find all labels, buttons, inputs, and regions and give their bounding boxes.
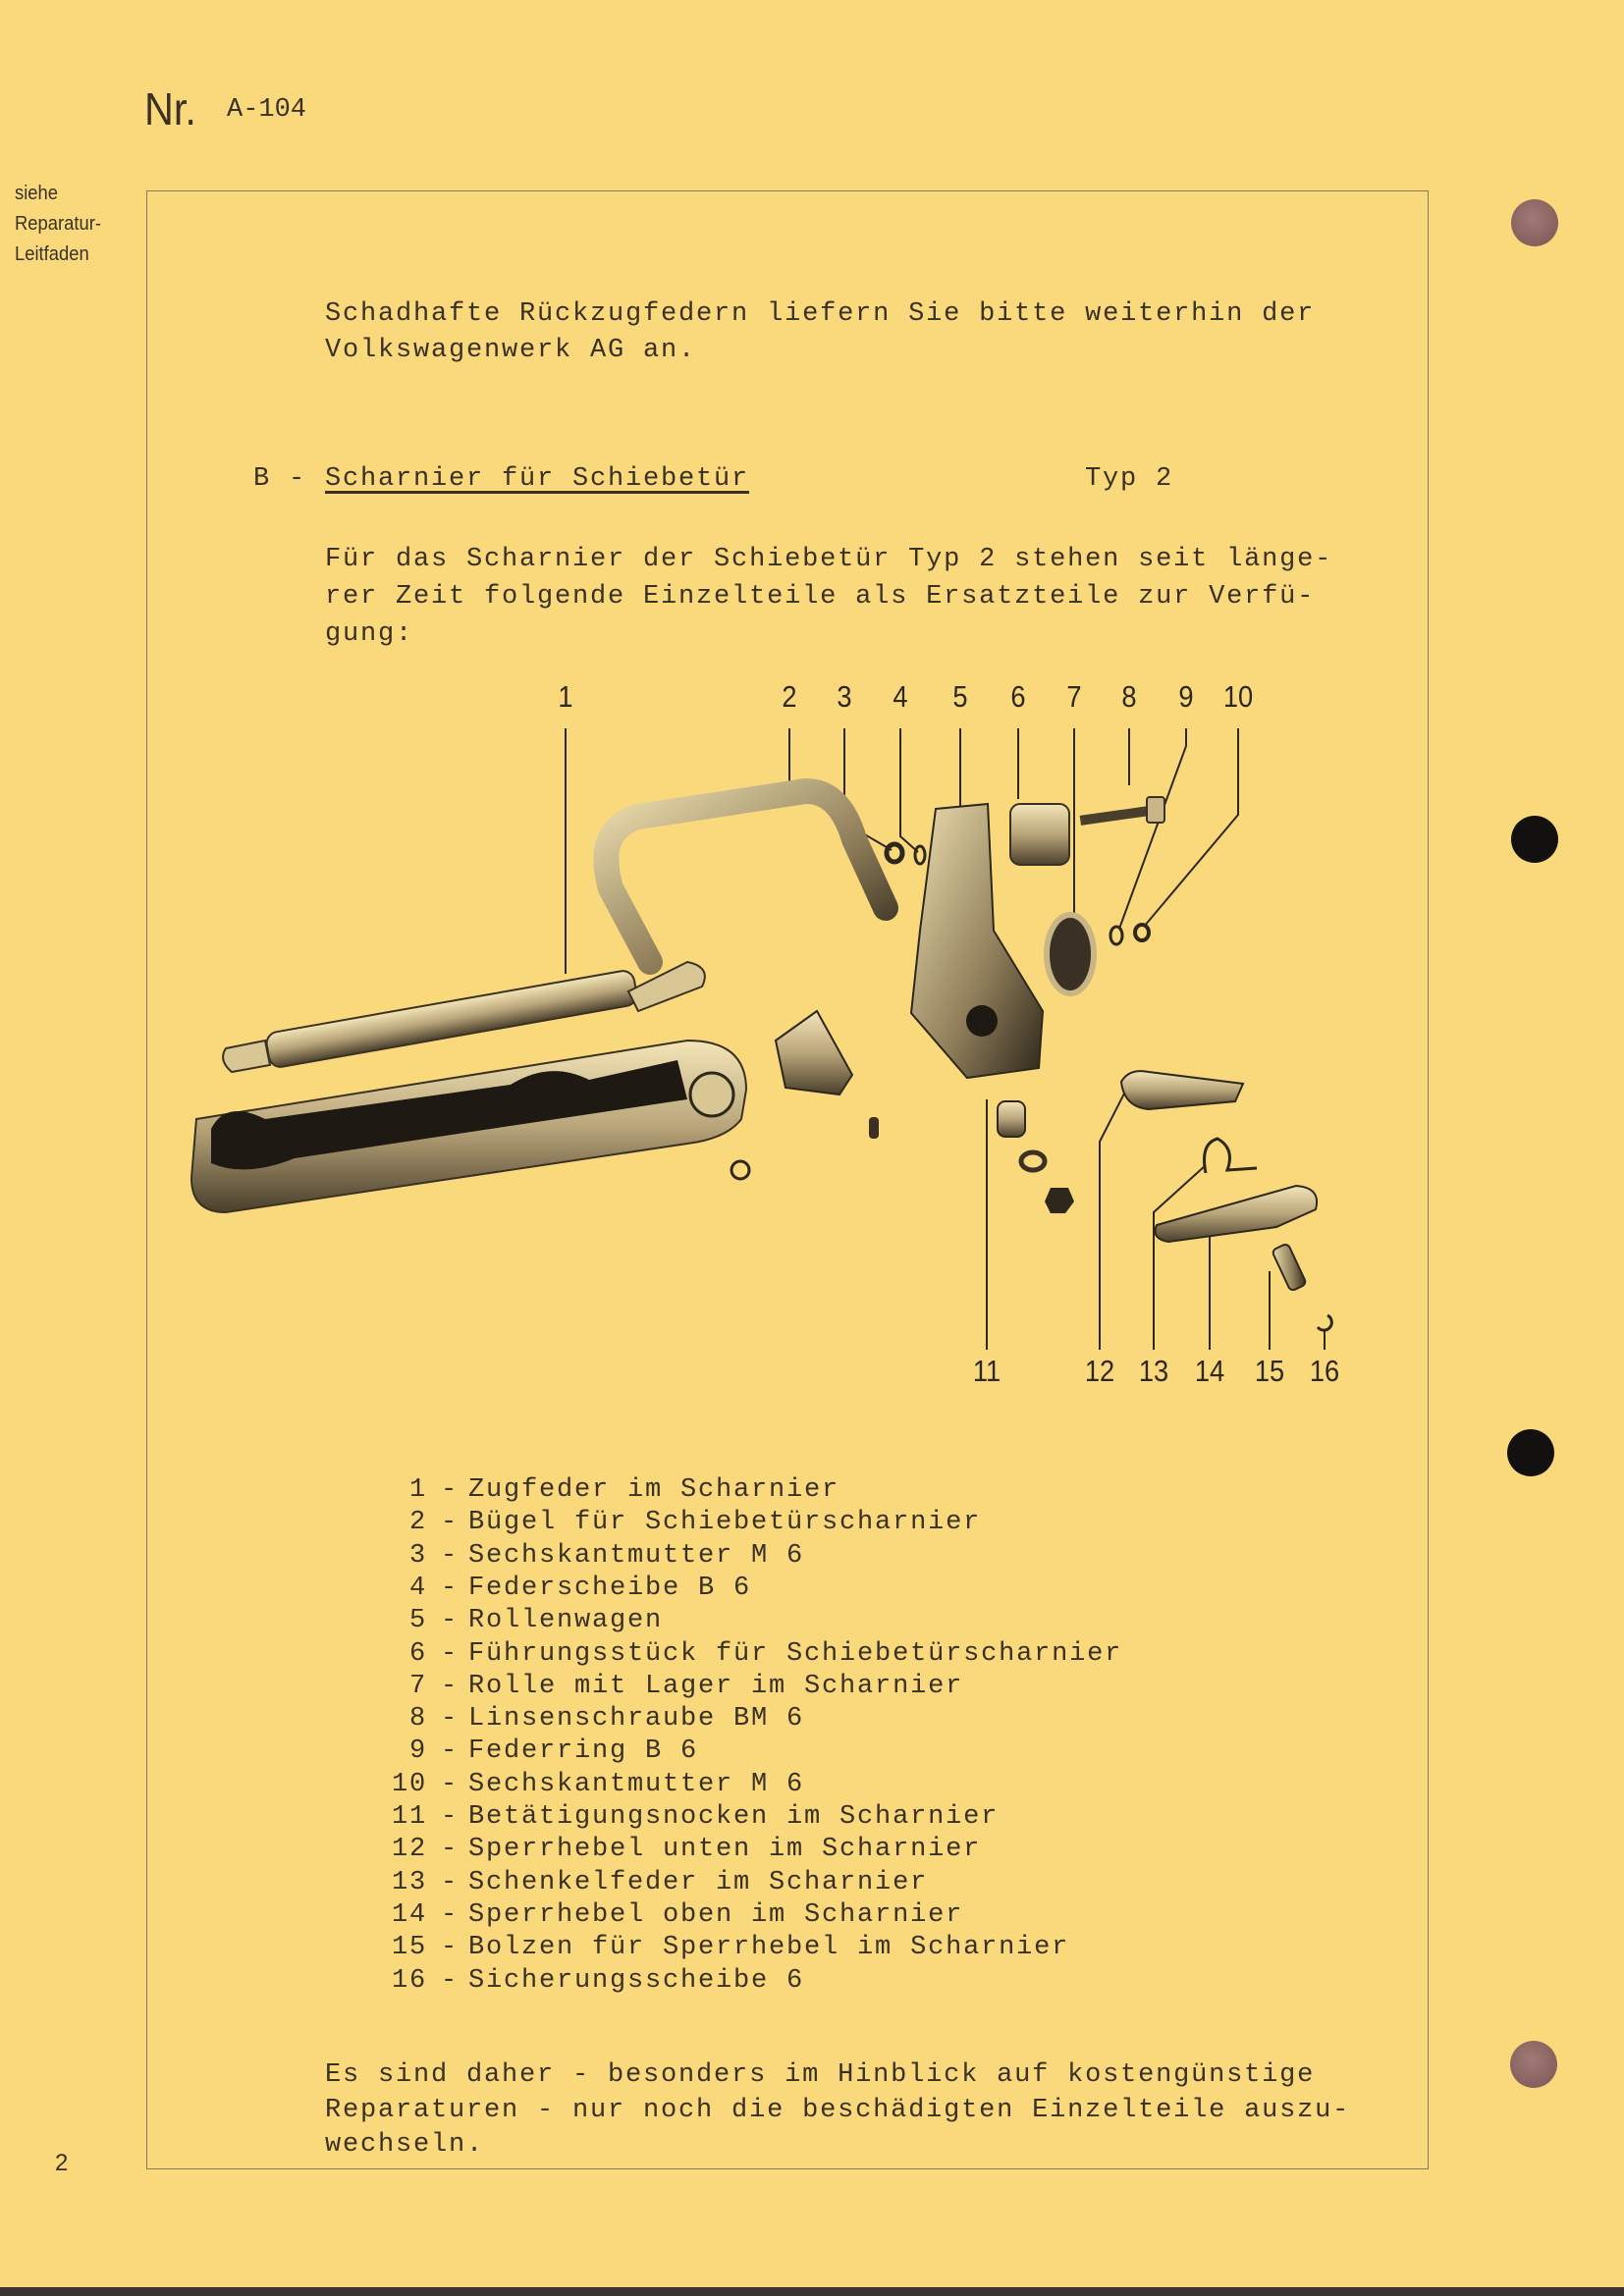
parts-list-item	[0, 1507, 1178, 1539]
callout-label: 14	[1194, 1355, 1225, 1389]
parts-list-item	[0, 1834, 1178, 1866]
margin-note-line: siehe	[15, 183, 58, 204]
upper-lock-lever-part	[1156, 1186, 1318, 1242]
part-name: Sechskantmutter M 6	[468, 1769, 805, 1799]
callout-label: 15	[1254, 1355, 1285, 1389]
part-name: Führungsstück für Schiebetürscharnier	[468, 1638, 1123, 1669]
parts-list-item	[0, 1801, 1178, 1834]
nut-part	[887, 844, 902, 862]
callout-label: 4	[893, 680, 908, 715]
part-separator: -	[441, 1475, 460, 1505]
part-name: Rolle mit Lager im Scharnier	[468, 1671, 964, 1701]
text-line: wechseln.	[325, 2130, 485, 2160]
parts-list-item	[0, 1899, 1178, 1932]
callout-label: 7	[1066, 680, 1082, 715]
parts-list-item	[0, 1605, 1178, 1637]
part-number: 15	[391, 1933, 427, 1963]
part-number: 11	[391, 1802, 427, 1832]
parts-list-item	[0, 1867, 1178, 1899]
text-line: Reparaturen - nur noch die beschädigten Einzelteile auszu-	[325, 2095, 1351, 2125]
part-separator: -	[441, 1835, 460, 1865]
callout-label: 16	[1309, 1355, 1340, 1389]
text-line: rer Zeit folgende Einzelteile als Ersatzteile zur Verfü-	[325, 582, 1316, 612]
part-separator: -	[441, 1508, 460, 1538]
lower-lock-lever-part	[1121, 1071, 1243, 1109]
part-separator: -	[441, 1899, 460, 1930]
parts-list-item	[0, 1540, 1178, 1573]
roller-part	[1047, 915, 1094, 993]
callout-label: 10	[1222, 680, 1254, 715]
scan-edge	[0, 2287, 1624, 2296]
parts-list-item	[0, 1703, 1178, 1735]
part-name: Linsenschraube BM 6	[468, 1704, 805, 1735]
part-number: 10	[391, 1769, 427, 1799]
parts-list-item	[0, 1573, 1178, 1605]
part-number: 5	[408, 1606, 427, 1636]
part-number: 1	[408, 1475, 427, 1505]
washer-part	[915, 846, 925, 864]
page-number: 2	[55, 2150, 69, 2176]
callout-label: 13	[1138, 1355, 1169, 1389]
leader-line	[900, 728, 918, 852]
part-name: Bolzen für Sperrhebel im Scharnier	[468, 1933, 1070, 1963]
leader-line	[1100, 1092, 1125, 1350]
callout-label: 6	[1010, 680, 1026, 715]
margin-note-line: Leitfaden	[15, 243, 89, 265]
part-separator: -	[441, 1704, 460, 1735]
nut-part	[1135, 925, 1149, 940]
callout-label: 3	[837, 680, 852, 715]
part-separator: -	[441, 1736, 460, 1767]
part-number: 9	[408, 1736, 427, 1767]
part-separator: -	[441, 1671, 460, 1701]
part-name: Sicherungsscheibe 6	[468, 1965, 805, 1996]
circlip-part	[731, 1161, 749, 1179]
parts-list-item	[0, 1638, 1178, 1671]
parts-list-item	[0, 1965, 1178, 1998]
part-separator: -	[441, 1802, 460, 1832]
callout-label: 11	[972, 1355, 1001, 1389]
part-name: Bügel für Schiebetürscharnier	[468, 1508, 982, 1538]
part-name: Sperrhebel oben im Scharnier	[468, 1899, 964, 1930]
text-line: Für das Scharnier der Schiebetür Typ 2 stehen seit länge-	[325, 545, 1333, 574]
leader-line	[1154, 1165, 1206, 1350]
part-separator: -	[441, 1540, 460, 1571]
callout-label: 12	[1084, 1355, 1115, 1389]
part-separator: -	[441, 1965, 460, 1996]
part-name: Betätigungsnocken im Scharnier	[468, 1802, 1000, 1832]
pin-part	[869, 1117, 879, 1139]
part-name: Sperrhebel unten im Scharnier	[468, 1835, 982, 1865]
part-number: 14	[391, 1899, 427, 1930]
section-prefix: B -	[253, 464, 307, 494]
part-number: 16	[391, 1965, 427, 1996]
part-number: 2	[408, 1508, 427, 1538]
bracket-part	[606, 791, 886, 962]
callout-label: 2	[782, 680, 797, 715]
document-number-label: Nr.	[144, 83, 196, 134]
part-separator: -	[441, 1573, 460, 1603]
part-name: Schenkelfeder im Scharnier	[468, 1867, 929, 1897]
section-title: Scharnier für Schiebetür	[325, 464, 750, 494]
part-separator: -	[441, 1933, 460, 1963]
part-name: Federscheibe B 6	[468, 1573, 752, 1603]
part-number: 12	[391, 1835, 427, 1865]
callout-label: 5	[952, 680, 968, 715]
bolt-part	[1272, 1243, 1307, 1291]
part-name: Federring B 6	[468, 1736, 699, 1767]
spring-ring-part	[1110, 927, 1122, 944]
part-separator: -	[441, 1867, 460, 1897]
guide-piece-part	[1010, 804, 1069, 865]
carriage-bore	[966, 1005, 998, 1037]
callout-label: 8	[1121, 680, 1137, 715]
text-line: Es sind daher - besonders im Hinblick auf kostengünstige	[325, 2060, 1316, 2090]
text-line: Schadhafte Rückzugfedern liefern Sie bitte weiterhin der	[325, 299, 1316, 329]
part-number: 7	[408, 1671, 427, 1701]
closing-paragraph	[325, 2058, 1350, 2163]
part-number: 13	[391, 1867, 427, 1897]
callout-label: 1	[558, 680, 573, 715]
parts-list-item	[0, 1671, 1178, 1703]
part-separator: -	[441, 1769, 460, 1799]
text-line: gung:	[325, 619, 414, 649]
margin-note-line: Reparatur-	[15, 213, 101, 235]
parts-list-item	[0, 1735, 1178, 1768]
part-name: Zugfeder im Scharnier	[468, 1475, 840, 1505]
part-name: Sechskantmutter M 6	[468, 1540, 805, 1571]
section-type: Typ 2	[1085, 464, 1174, 494]
part-number: 8	[408, 1704, 427, 1735]
part-number: 4	[408, 1573, 427, 1603]
part-separator: -	[441, 1638, 460, 1669]
callout-label: 9	[1178, 680, 1194, 715]
part-name: Rollenwagen	[468, 1606, 664, 1636]
parts-list-item	[0, 1932, 1178, 1964]
screw-part	[1080, 797, 1164, 826]
leg-spring-part	[1205, 1139, 1258, 1173]
text-line: Volkswagenwerk AG an.	[325, 336, 697, 365]
parts-list-item	[0, 1769, 1178, 1801]
actuating-cam-part	[998, 1101, 1074, 1213]
document-number: A-104	[227, 95, 307, 125]
cam-part	[776, 1011, 852, 1095]
part-separator: -	[441, 1606, 460, 1636]
parts-list-item	[0, 1474, 1178, 1507]
part-number: 3	[408, 1540, 427, 1571]
leader-line	[1144, 728, 1238, 927]
part-number: 6	[408, 1638, 427, 1669]
lock-washer-part	[1318, 1315, 1331, 1330]
